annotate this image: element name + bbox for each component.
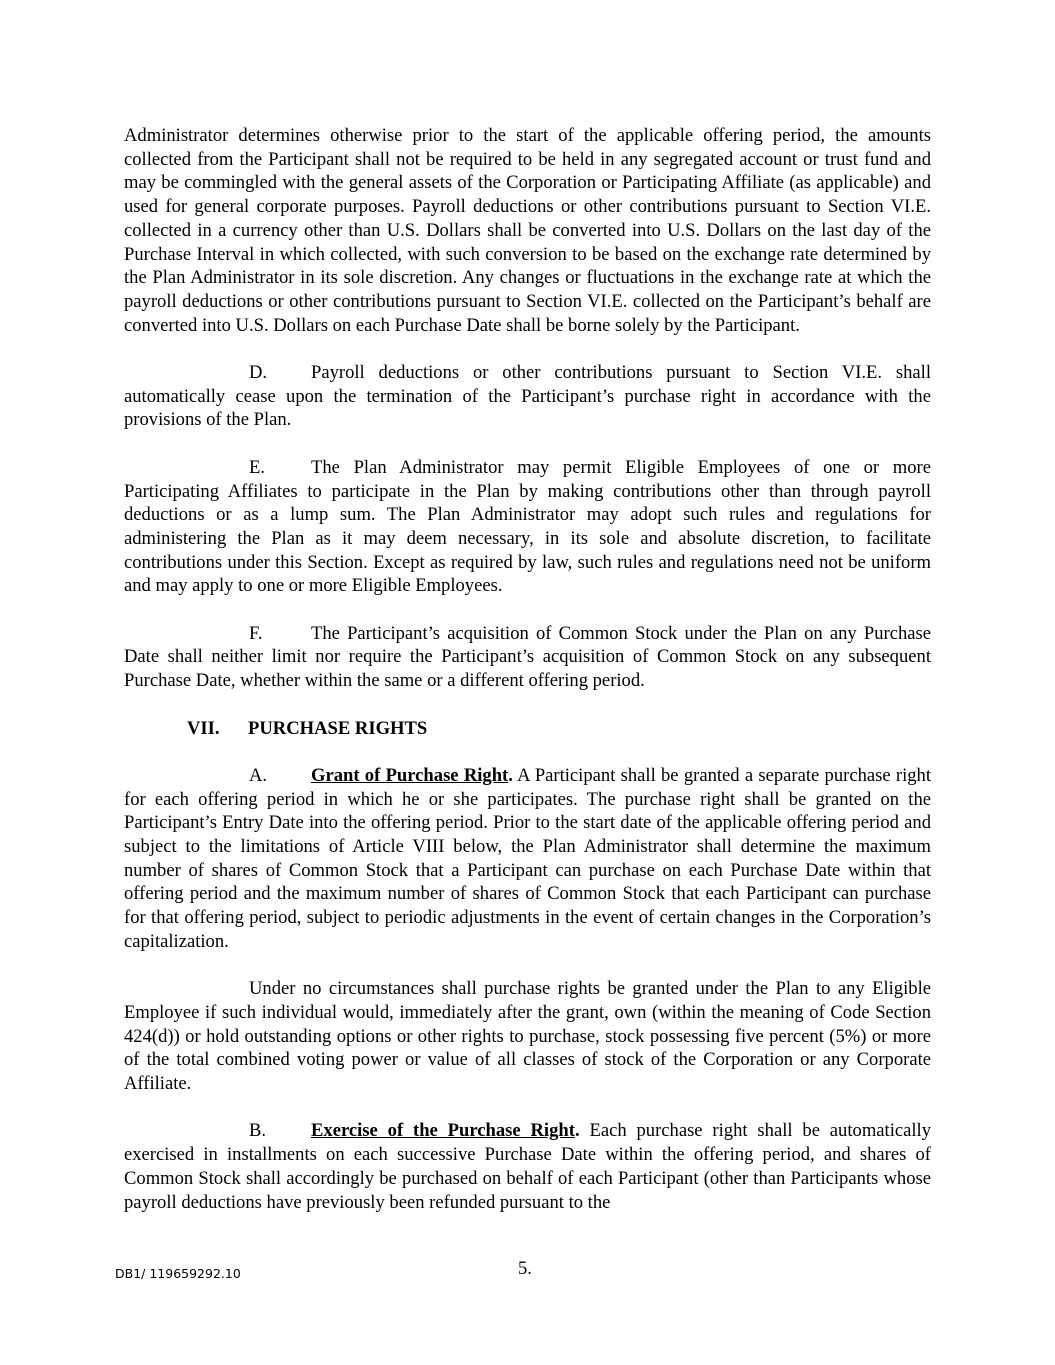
paragraph-f	[124, 622, 931, 693]
page-number: 5.	[518, 1258, 532, 1279]
paragraph-a-continued	[124, 977, 931, 1096]
paragraph-a-letter: A.	[249, 764, 268, 786]
paragraph-a	[124, 764, 931, 954]
paragraph-a-period: .	[508, 764, 513, 786]
paragraph-b-period: .	[574, 1120, 580, 1142]
paragraph-d-text: Payroll deductions or other contributions pursuant to Section VI.E. shall automatically cease upon the termination of the Participant’s purchase right in accordance with the provisions of the Plan.	[124, 362, 931, 431]
section-title: PURCHASE RIGHTS	[248, 717, 428, 739]
paragraph-e-letter: E.	[249, 456, 266, 478]
section-heading	[124, 717, 931, 741]
paragraph-a2-text: Under no circumstances shall purchase rights be granted under the Plan to any Eligible Employee if such individual would, immediately after the grant, own (within the meaning of Code Section 424(d)) or hold outstanding options or other rights to purchase, stock possessing five percent (5%) or more of the total combined voting power or value of all classes of stock of the Corporation or any Corporate Affiliate.	[124, 978, 931, 1095]
paragraph-continuation	[124, 124, 931, 337]
document-id: DB1/ 119659292.10	[115, 1266, 241, 1281]
paragraph-d	[124, 361, 931, 432]
paragraph-b-letter: B.	[249, 1120, 267, 1142]
paragraph-a-title: Grant of Purchase Right	[311, 764, 509, 786]
section-number: VII.	[187, 717, 220, 739]
paragraph-text: Administrator determines otherwise prior to the start of the applicable offering period, the amounts collected from the Participant shall not be required to be held in any segregated account or trust fund and may be commingled with the general assets of the Corporation or Participating Affiliate (as applicable) and used for general corporate purposes. Payroll deductions or other contributions pursuant to Section VI.E. collected in a currency other than U.S. Dollars shall be converted into U.S. Dollars on the last day of the Purchase Interval in which collected, with such conversion to be based on the exchange rate determined by the Plan Administrator in its sole discretion. Any changes or fluctuations in the exchange rate at which the payroll deductions or other contributions pursuant to Section VI.E. collected on the Participant’s behalf are converted into U.S. Dollars on each Purchase Date shall be borne solely by the Participant.	[124, 125, 931, 336]
paragraph-e-text: The Plan Administrator may permit Eligible Employees of one or more Participating Affiliates to participate in the Plan by making contributions other than through payroll deductions or as a lump sum. The Plan Administrator may adopt such rules and regulations for administering the Plan as it may deem necessary, in its sole and absolute discretion, to facilitate contributions under this Section. Except as required by law, such rules and regulations need not be uniform and may apply to one or more Eligible Employees.	[124, 456, 931, 597]
paragraph-e	[124, 456, 931, 598]
paragraph-d-letter: D.	[249, 362, 268, 384]
paragraph-b-title: Exercise of the Purchase Right	[311, 1120, 575, 1142]
paragraph-f-text: The Participant’s acquisition of Common Stock under the Plan on any Purchase Date shall neither limit nor require the Participant’s acquisition of Common Stock on any subsequent Purchase Date, whether within the same or a different offering period.	[124, 622, 931, 692]
document-page	[124, 124, 931, 1238]
paragraph-a-text: A Participant shall be granted a separate purchase right for each offering period in which he or she participates. The purchase right shall be granted on the Participant’s Entry Date into the offering period. Prior to the start date of the applicable offering period and subject to the limitations of Article VIII below, the Plan Administrator shall determine the maximum number of shares of Common Stock that a Participant can purchase on each Purchase Date within that offering period and the maximum number of shares of Common Stock that each Participant can purchase for that offering period, subject to periodic adjustments in the event of certain changes in the Corporation’s capitalization.	[124, 764, 931, 952]
paragraph-b-text: Each purchase right shall be automatically exercised in installments on each successive Purchase Date within the offering period, and shares of Common Stock shall accordingly be purchased on behalf of each Participant (other than Participants whose payroll deductions have previously been refunded pursuant to the	[124, 1120, 932, 1213]
paragraph-f-letter: F.	[249, 622, 263, 644]
paragraph-b	[124, 1119, 931, 1214]
